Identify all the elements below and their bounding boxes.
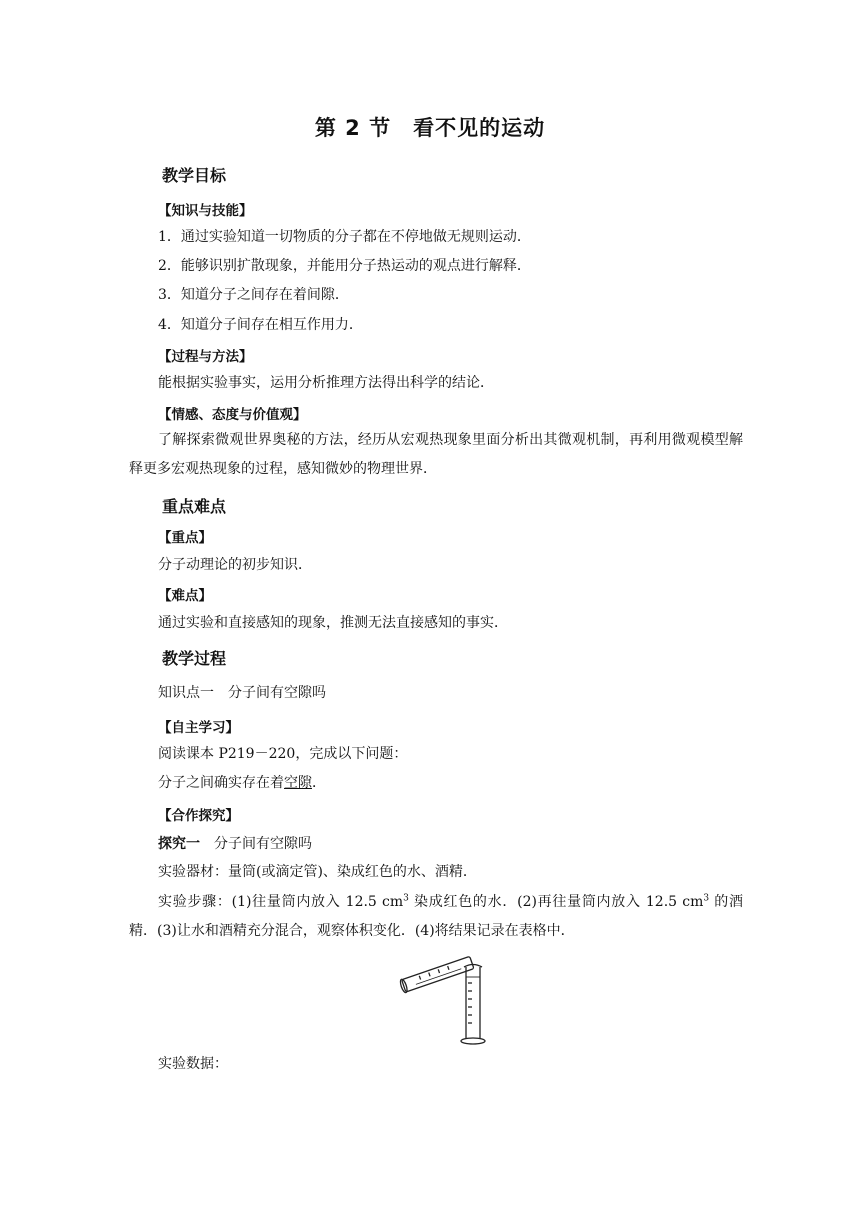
subheading-process-methods: 【过程与方法】 (158, 349, 253, 365)
key-point-text: 分子动理论的初步知识． (158, 557, 312, 573)
subheading-cooperative-inquiry: 【合作探究】 (158, 808, 239, 824)
steps-text: 的酒精．(3)让水和酒精充分混合，观察体积变化．(4)将结果记录在表格中． (129, 894, 743, 939)
inquiry-label: 探究一 (158, 836, 200, 852)
answer-prefix: 分子之间确实存在着 (158, 775, 284, 791)
inquiry-title: 分子间有空隙吗 (200, 836, 312, 852)
superscript: 3 (703, 893, 710, 904)
subheading-key: 【重点】 (158, 530, 212, 546)
steps-text: 染成红色的水．(2)再往量筒内放入 12.5 cm (408, 894, 704, 910)
difficulty-text: 通过实验和直接感知的现象，推测无法直接感知的事实． (158, 615, 508, 631)
knowledge-point-heading: 知识点一 分子间有空隙吗 (158, 685, 326, 701)
experiment-data-label: 实验数据： (158, 1056, 228, 1072)
objective-item: 4．知道分子间存在相互作用力． (158, 317, 363, 333)
section-heading-teaching-process: 教学过程 (162, 649, 227, 668)
superscript: 3 (403, 893, 409, 904)
subheading-difficulty: 【难点】 (158, 588, 212, 604)
page-title: 第 2 节 看不见的运动 (314, 116, 546, 140)
filled-answer: 空隙 (284, 775, 312, 791)
subheading-attitudes-values: 【情感、态度与价值观】 (158, 407, 307, 423)
objective-item: 1．通过实验知道一切物质的分子都在不停地做无规则运动． (158, 229, 531, 245)
objective-item: 2．能够识别扩散现象，并能用分子热运动的观点进行解释． (158, 258, 531, 274)
inquiry-heading (158, 833, 312, 853)
experiment-equipment: 实验器材：量筒(或滴定管)、染成红色的水、酒精． (158, 864, 477, 880)
subheading-self-study: 【自主学习】 (158, 720, 239, 736)
objective-item: 3．知道分子之间存在着间隙． (158, 287, 349, 303)
section-heading-objectives: 教学目标 (162, 166, 227, 185)
self-study-instruction: 阅读课本 P219－220，完成以下问题： (158, 746, 408, 762)
subheading-knowledge-skills: 【知识与技能】 (158, 203, 253, 219)
self-study-answer-line (158, 773, 326, 793)
steps-text: 实验步骤：(1)往量筒内放入 12.5 cm (158, 894, 404, 910)
experiment-steps (129, 888, 743, 946)
process-methods-text: 能根据实验事实，运用分析推理方法得出科学的结论． (158, 375, 494, 391)
answer-suffix: ． (312, 775, 326, 791)
section-heading-key-points: 重点难点 (162, 497, 227, 516)
graduated-cylinder-illustration (392, 953, 492, 1048)
attitudes-values-text: 了解探索微观世界奥秘的方法，经历从宏观热现象里面分析出其微观机制，再利用微观模型解释更多宏观热现象的过程，感知微妙的物理世界． (129, 432, 743, 477)
